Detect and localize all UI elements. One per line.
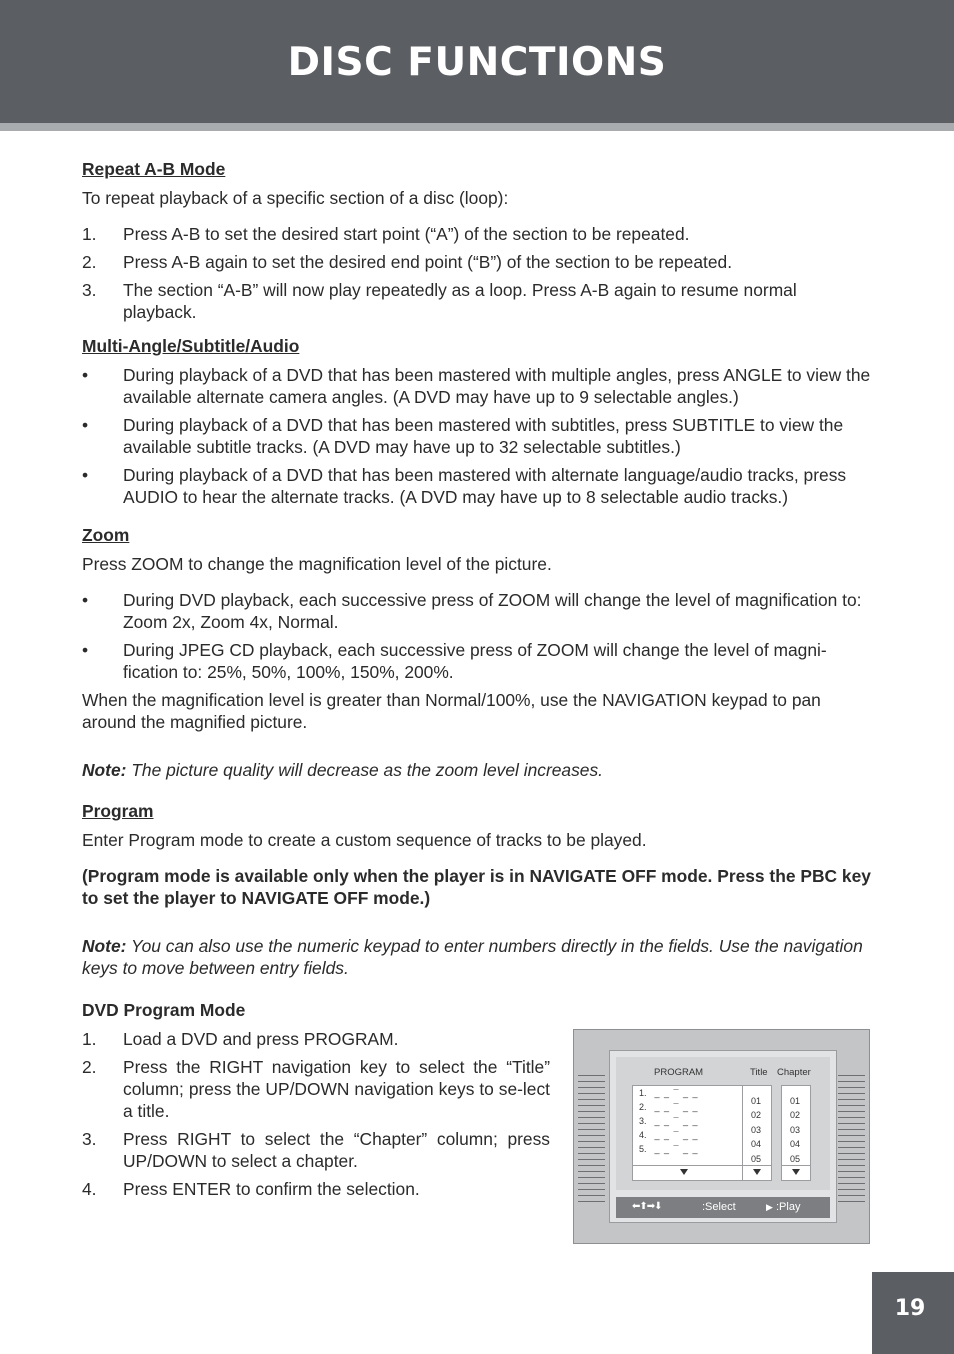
osd-program-list — [632, 1085, 758, 1181]
osd-select-label: :Select — [702, 1201, 736, 1213]
list-item: • During playback of a DVD that has been mastered with alternate language/audio tracks, press AUDIO to hear the alternate tracks. (A DVD may have up to 8 selectable audio tracks.) — [82, 465, 847, 507]
zoom-note: Note: The picture quality will decrease as the zoom level increases. — [82, 760, 603, 780]
zoom-heading: Zoom — [82, 525, 130, 545]
osd-col-title: Title — [750, 1067, 768, 1078]
repeat-ab-intro: To repeat playback of a specific section of a disc (loop): — [82, 188, 509, 208]
scroll-down-icon — [680, 1169, 688, 1175]
zoom-after: When the magnification level is greater than Normal/100%, use the NAVIGATION keypad to pan around the magnified picture. — [82, 690, 821, 732]
list-item: • During JPEG CD playback, each successive press of ZOOM will change the level of magni-fication to: 25%, 50%, 100%, 150%, 200%. — [82, 640, 827, 682]
dvd-program-section — [82, 999, 550, 1200]
list-item: 1. Load a DVD and press PROGRAM. — [82, 1029, 399, 1049]
play-icon: ▶ — [766, 1202, 773, 1212]
list-item: 3. Press RIGHT to select the “Chapter” column; press UP/DOWN to select a chapter. — [82, 1129, 550, 1171]
program-osd-illustration — [573, 1029, 870, 1244]
program-intro: Enter Program mode to create a custom sequence of tracks to be played. — [82, 830, 647, 850]
list-item: • During playback of a DVD that has been mastered with multiple angles, press ANGLE to view the available alternate camera angles. (A DVD may have up to 9 selectable angles.) — [82, 365, 871, 407]
header-rule — [0, 123, 954, 131]
program-bold-note: (Program mode is available only when the player is in NAVIGATE OFF mode. Press the PBC key to set the player to NAVIGATE OFF mode.) — [82, 866, 871, 908]
list-item: 3. The section “A-B” will now play repeatedly as a loop. Press A-B again to resume normal playback. — [82, 280, 797, 322]
list-item: 2. Press the RIGHT navigation key to select the “Title” column; press the UP/DOWN navigation keys to se-lect a title. — [82, 1057, 550, 1121]
osd-divider — [743, 1165, 771, 1166]
osd-chapter-column: 01 02 03 04 05 — [781, 1085, 811, 1181]
osd-divider — [782, 1165, 810, 1166]
osd-row: 2. _ _ ¯ _ _ — [639, 1102, 699, 1112]
scroll-down-icon — [792, 1169, 800, 1175]
zoom-bullets — [82, 589, 872, 683]
osd-panel — [616, 1057, 830, 1190]
dvd-program-heading: DVD Program Mode — [82, 1000, 246, 1020]
osd-row: 4. _ _ ¯ _ _ — [639, 1130, 699, 1140]
multi-angle-bullets — [82, 364, 872, 508]
osd-col-chapter: Chapter — [777, 1067, 811, 1078]
osd-title-column: 01 02 03 04 05 — [742, 1085, 772, 1181]
osd-title: PROGRAM — [654, 1067, 704, 1078]
page-title: DISC FUNCTIONS — [287, 40, 667, 85]
osd-divider — [633, 1165, 757, 1166]
multi-angle-heading: Multi-Angle/Subtitle/Audio — [82, 336, 300, 356]
program-heading: Program — [82, 801, 154, 821]
list-item: 2. Press A-B again to set the desired end point (“B”) of the section to be repeated. — [82, 252, 733, 272]
list-item: 4. Press ENTER to confirm the selection. — [82, 1179, 420, 1199]
repeat-ab-steps — [82, 223, 872, 323]
navigation-arrows-icon: ⬅⬆➡⬇ — [632, 1201, 662, 1212]
repeat-ab-heading: Repeat A-B Mode — [82, 159, 226, 179]
list-item: • During playback of a DVD that has been mastered with subtitles, press SUBTITLE to view the available subtitle tracks. (A DVD may have up to 32 selectable subtitles.) — [82, 415, 844, 457]
list-item: • During DVD playback, each successive press of ZOOM will change the level of magnification to: Zoom 2x, Zoom 4x, Normal. — [82, 590, 862, 632]
page-number: 19 — [894, 1296, 926, 1321]
osd-play-label: :Play — [776, 1201, 801, 1213]
osd-side-stripes-left — [578, 1070, 605, 1202]
osd-row: 1. _ _ ¯ _ _ — [639, 1088, 699, 1098]
osd-row: 5. _ _ ¯ _ _ — [639, 1144, 699, 1154]
zoom-intro: Press ZOOM to change the magnification level of the picture. — [82, 554, 552, 574]
osd-side-stripes-right — [838, 1070, 865, 1202]
osd-row: 3. _ _ ¯ _ _ — [639, 1116, 699, 1126]
osd-screen — [609, 1050, 837, 1223]
program-note: Note: You can also use the numeric keypad to enter numbers directly in the fields. Use the navigation keys to move between entry fields. — [82, 936, 863, 978]
osd-help-bar — [616, 1197, 830, 1218]
list-item: 1. Press A-B to set the desired start point (“A”) of the section to be repeated. — [82, 224, 690, 244]
scroll-down-icon — [753, 1169, 761, 1175]
